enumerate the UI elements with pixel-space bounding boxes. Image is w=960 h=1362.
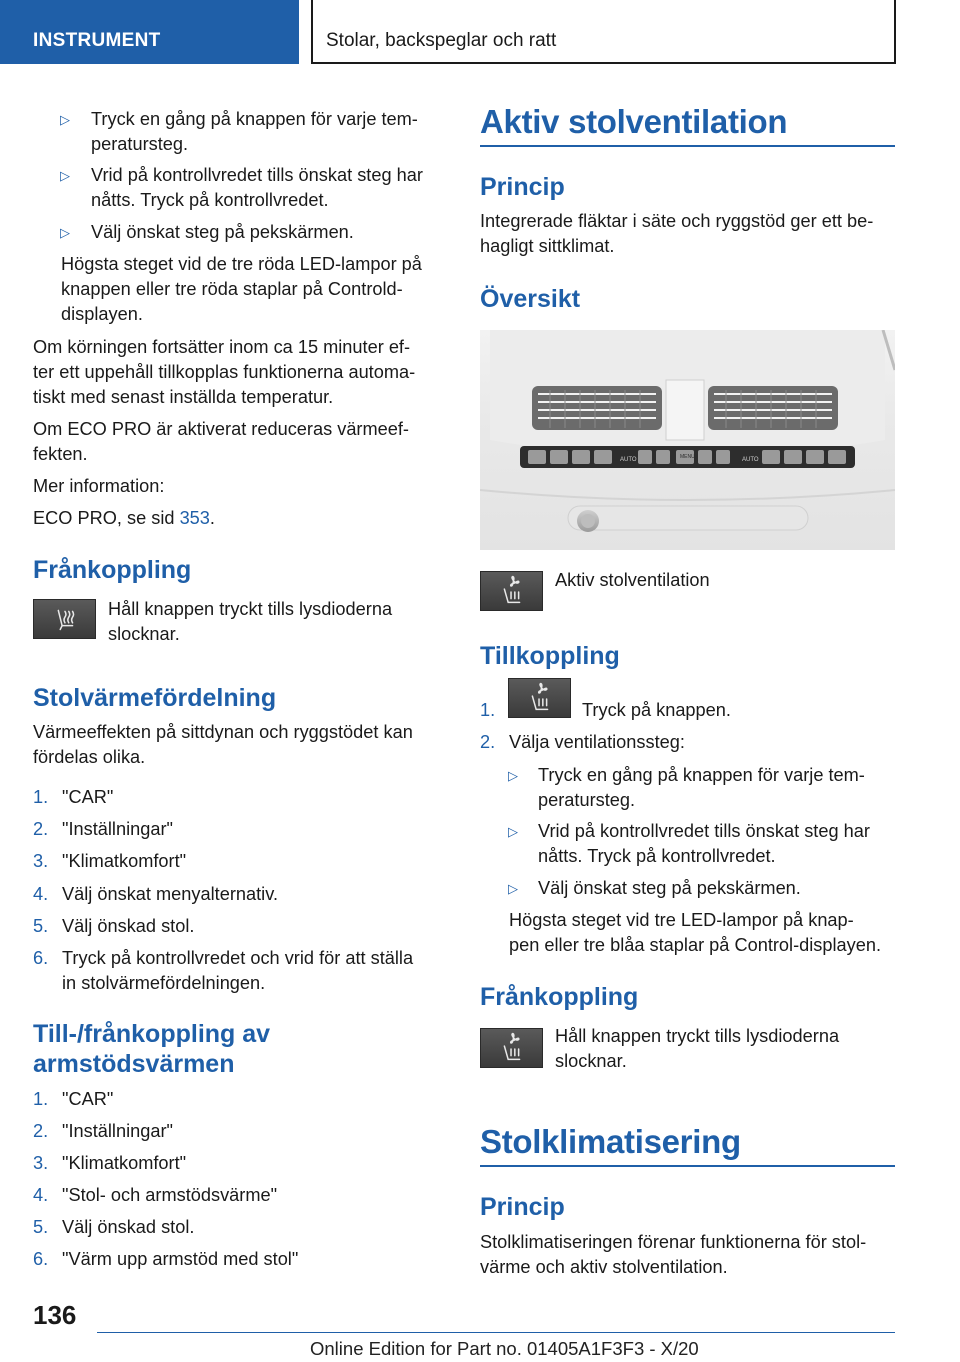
list-item bbox=[33, 1151, 453, 1176]
section-title: INSTRUMENT bbox=[33, 30, 161, 51]
bullet-line: Vrid på kontrollvredet tills önskat steg har bbox=[91, 165, 423, 185]
note-line: pen eller tre blåa staplar på Control-displayen. bbox=[509, 935, 882, 955]
note-line: Högsta steget vid de tre röda LED-lampor på bbox=[61, 254, 422, 274]
panel-menu-label: MENU bbox=[680, 454, 695, 460]
step-number: 3. bbox=[33, 851, 49, 871]
step-text: "Inställningar" bbox=[62, 819, 173, 839]
paragraph-line: fekten. bbox=[33, 444, 88, 464]
step-number: 5. bbox=[33, 916, 49, 936]
bullet-line: Tryck en gång på knappen för varje tem- bbox=[538, 765, 865, 785]
eco-ref-end: . bbox=[209, 508, 215, 528]
list-item bbox=[60, 107, 450, 157]
heading-line: armstödsvärmen bbox=[33, 1050, 235, 1078]
page-link[interactable]: 353 bbox=[179, 508, 210, 528]
heading-rule bbox=[480, 145, 895, 147]
heading-line: Till-/frånkoppling av bbox=[33, 1020, 271, 1048]
frankoppling-text bbox=[108, 597, 448, 647]
list-item bbox=[33, 1215, 453, 1240]
section-heading: Översikt bbox=[480, 285, 581, 313]
section-heading: Princip bbox=[480, 173, 565, 201]
page-number: 136 bbox=[33, 1300, 77, 1330]
bullet-line: Välj önskat steg på pekskärmen. bbox=[538, 878, 801, 898]
step-number: 5. bbox=[33, 1217, 49, 1237]
section-heading: Princip bbox=[480, 1193, 565, 1221]
section-heading: Stolvärmefördelning bbox=[33, 684, 277, 712]
chapter-heading: Aktiv stolventilation bbox=[480, 103, 788, 140]
bullet-line: Välj önskat steg på pekskärmen. bbox=[91, 222, 354, 242]
chapter-title: Stolar, backspeglar och ratt bbox=[326, 30, 557, 51]
step-text: "Klimatkomfort" bbox=[62, 1153, 187, 1173]
triangle-bullet-icon: ▷ bbox=[60, 225, 70, 240]
section-heading: Frånkoppling bbox=[33, 556, 192, 584]
list-item bbox=[33, 849, 453, 874]
list-item bbox=[60, 220, 450, 245]
text-line: värme och aktiv stolventilation. bbox=[480, 1257, 728, 1277]
triangle-bullet-icon: ▷ bbox=[508, 881, 518, 896]
triangle-bullet-icon: ▷ bbox=[508, 768, 518, 783]
step-text: "CAR" bbox=[62, 1089, 114, 1109]
footer-rule bbox=[97, 1332, 895, 1333]
list-item bbox=[33, 1247, 453, 1272]
edition-footer: Online Edition for Part no. 01405A1F3F3 - X/20 bbox=[310, 1338, 699, 1359]
text-line: slocknar. bbox=[555, 1051, 627, 1071]
list-item bbox=[480, 730, 900, 755]
step-number: 1. bbox=[33, 1089, 49, 1109]
list-item bbox=[508, 763, 903, 813]
step-number: 2. bbox=[480, 732, 496, 752]
text-line: Håll knappen tryckt tills lysdioderna bbox=[555, 1026, 840, 1046]
step-number: 6. bbox=[33, 1249, 49, 1269]
note-line: Högsta steget vid tre LED-lampor på knap- bbox=[509, 910, 854, 930]
note-text bbox=[509, 908, 904, 958]
step-text: Välj önskad stol. bbox=[62, 1217, 195, 1237]
step-number: 1. bbox=[480, 700, 496, 720]
chapter-header bbox=[311, 0, 896, 64]
list-item bbox=[33, 1119, 453, 1144]
vent-icon-label: Aktiv stolventilation bbox=[555, 570, 710, 590]
paragraph bbox=[33, 417, 453, 467]
triangle-bullet-icon: ▷ bbox=[60, 168, 70, 183]
text-line: Stolklimatiseringen förenar funktionerna för stol- bbox=[480, 1232, 867, 1252]
seat-ventilation-button-icon bbox=[480, 571, 543, 611]
triangle-bullet-icon: ▷ bbox=[60, 112, 70, 127]
step-number: 4. bbox=[33, 884, 49, 904]
bullet-line: nåtts. Tryck på kontrollvredet. bbox=[538, 846, 776, 866]
frankoppling-text bbox=[555, 1024, 900, 1074]
step-text: "CAR" bbox=[62, 787, 114, 807]
panel-auto-label: AUTO bbox=[620, 457, 637, 463]
text-line: Värmeeffekten på sittdynan och ryggstödet kan bbox=[33, 722, 413, 742]
step-number: 3. bbox=[33, 1153, 49, 1173]
step-text: Tryck på knappen. bbox=[582, 700, 731, 720]
list-item bbox=[508, 876, 903, 901]
step-text: "Klimatkomfort" bbox=[62, 851, 187, 871]
step-number: 2. bbox=[33, 1121, 49, 1141]
more-info-label: Mer information: bbox=[33, 476, 165, 496]
note-line: knappen eller tre röda staplar på Controld- bbox=[61, 279, 403, 299]
step-number: 6. bbox=[33, 948, 49, 968]
eco-ref-text: ECO PRO, se sid bbox=[33, 508, 180, 528]
section-heading: Tillkoppling bbox=[480, 642, 620, 670]
step-text: "Inställningar" bbox=[62, 1121, 173, 1141]
note-line: displayen. bbox=[61, 304, 143, 324]
paragraph-line: tiskt med senast inställda temperatur. bbox=[33, 387, 334, 407]
step-text: Välj önskat menyalternativ. bbox=[62, 884, 278, 904]
list-item bbox=[33, 882, 453, 907]
heading-rule bbox=[480, 1165, 895, 1167]
list-item bbox=[33, 785, 453, 810]
panel-auto-label: AUTO bbox=[742, 457, 759, 463]
paragraph-line: ter ett uppehåll tillkopplas funktionerna automa- bbox=[33, 362, 416, 382]
principle-text bbox=[480, 1230, 900, 1280]
step-text: Välja ventilationssteg: bbox=[509, 732, 685, 752]
bullet-line: peratursteg. bbox=[538, 790, 636, 810]
paragraph-line: Om körningen fortsätter inom ca 15 minuter ef- bbox=[33, 337, 411, 357]
principle-text bbox=[480, 209, 900, 259]
distribution-text bbox=[33, 720, 453, 770]
text-line: fördelas olika. bbox=[33, 747, 146, 767]
step-text: "Stol- och armstödsvärme" bbox=[62, 1185, 278, 1205]
seat-heating-button-icon bbox=[33, 599, 96, 639]
eco-pro-reference bbox=[33, 506, 215, 531]
step-number: 2. bbox=[33, 819, 49, 839]
section-heading bbox=[33, 1019, 270, 1079]
seat-ventilation-button-icon bbox=[508, 678, 571, 718]
text-line: Integrerade fläktar i säte och ryggstöd ger ett be- bbox=[480, 211, 874, 231]
chapter-heading: Stolklimatisering bbox=[480, 1123, 741, 1160]
section-heading: Frånkoppling bbox=[480, 983, 639, 1011]
step-text: in stolvärmefördelningen. bbox=[62, 973, 266, 993]
step-text: Välj önskad stol. bbox=[62, 916, 195, 936]
bullet-line: Vrid på kontrollvredet tills önskat steg har bbox=[538, 821, 870, 841]
bullet-line: nåtts. Tryck på kontrollvredet. bbox=[91, 190, 329, 210]
step-number: 4. bbox=[33, 1185, 49, 1205]
text-line: slocknar. bbox=[108, 624, 180, 644]
control-panel-photo bbox=[480, 330, 895, 550]
step-number: 1. bbox=[33, 787, 49, 807]
text-line: Håll knappen tryckt tills lysdioderna bbox=[108, 599, 393, 619]
paragraph bbox=[33, 335, 453, 410]
list-item bbox=[508, 819, 903, 869]
step-text: "Värm upp armstöd med stol" bbox=[62, 1249, 299, 1269]
seat-ventilation-button-icon bbox=[480, 1028, 543, 1068]
paragraph-line: Om ECO PRO är aktiverat reduceras värmeef- bbox=[33, 419, 409, 439]
list-item bbox=[33, 914, 453, 939]
list-item bbox=[60, 163, 450, 213]
triangle-bullet-icon: ▷ bbox=[508, 824, 518, 839]
section-tab bbox=[0, 0, 299, 64]
list-item bbox=[33, 946, 453, 996]
step-text: Tryck på kontrollvredet och vrid för att ställa bbox=[62, 948, 414, 968]
list-item bbox=[33, 1087, 453, 1112]
bullet-line: Tryck en gång på knappen för varje tem- bbox=[91, 109, 418, 129]
note-text bbox=[61, 252, 451, 327]
list-item bbox=[33, 1183, 453, 1208]
list-item bbox=[33, 817, 453, 842]
text-line: hagligt sittklimat. bbox=[480, 236, 615, 256]
bullet-line: peratursteg. bbox=[91, 134, 189, 154]
